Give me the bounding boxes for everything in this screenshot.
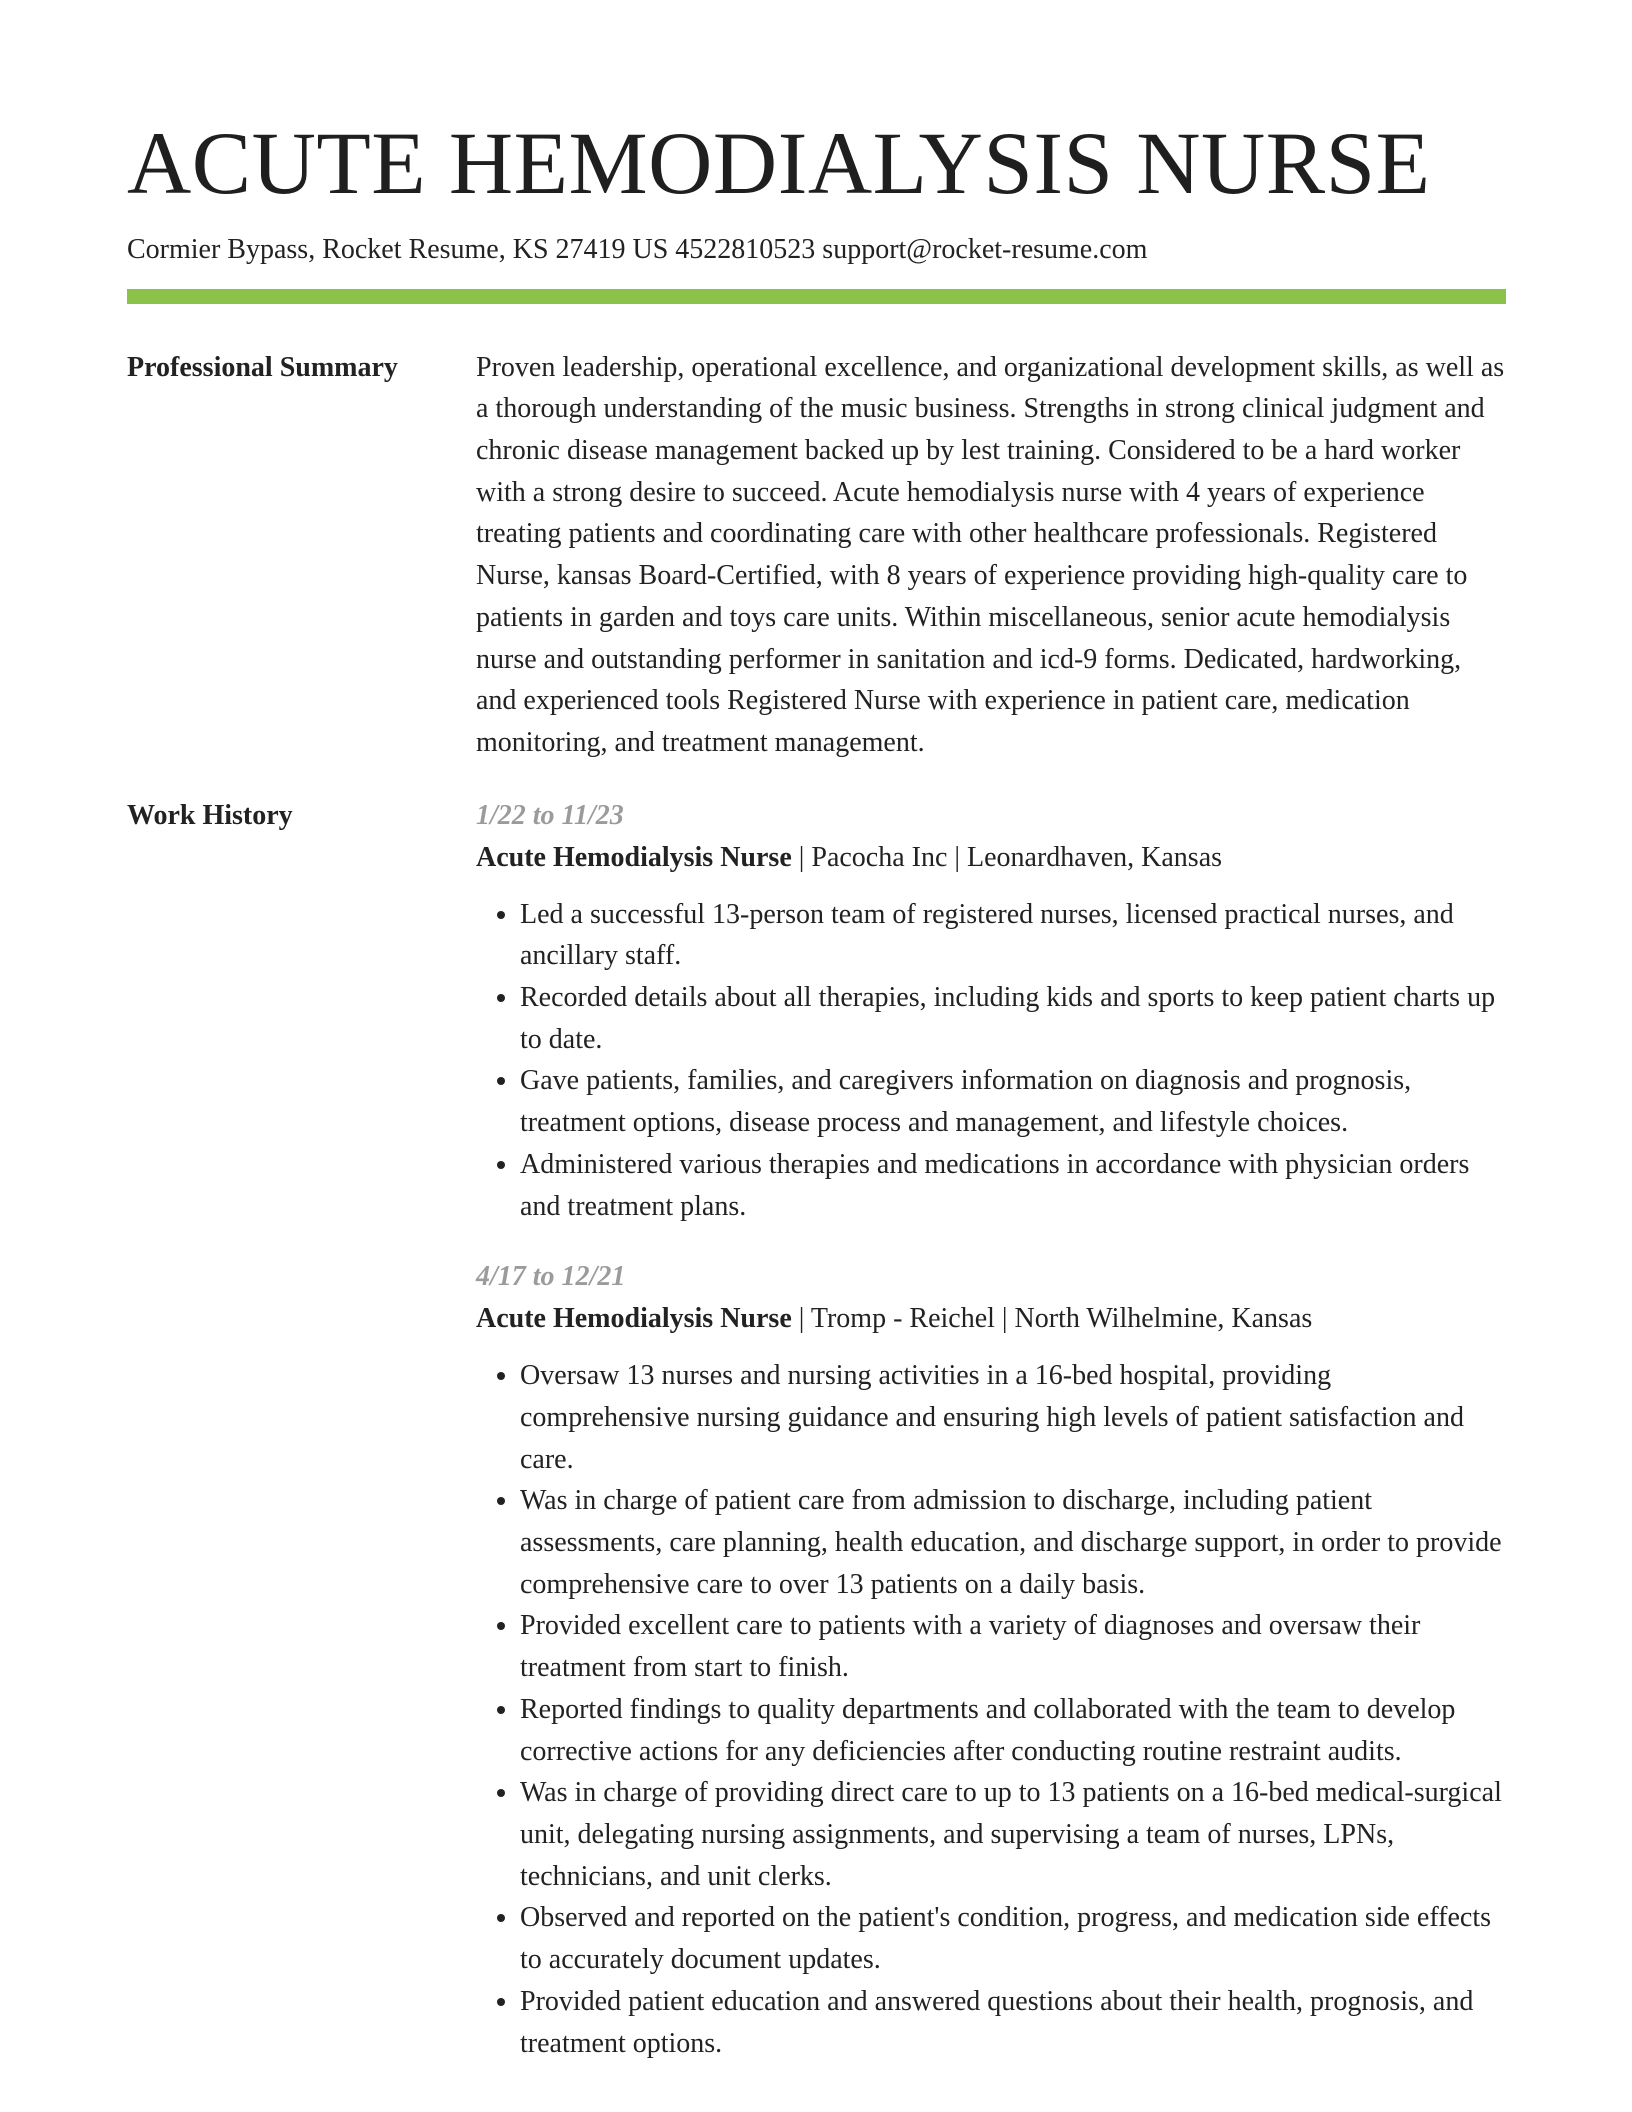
job-bullet: • Provided excellent care to patients with a variety of diagnoses and oversaw their treatment from start to finish. [520,1605,1506,1688]
job-entry [476,795,1506,1228]
section-label-work-history: Work History [127,799,293,831]
job-bullet-list [476,1355,1506,2064]
job-bullet: • Recorded details about all therapies, including kids and sports to keep patient charts up to date. [520,977,1506,1060]
job-heading [476,1298,1506,1340]
job-bullet-list [476,894,1506,1228]
job-dates: 1/22 to 11/23 [476,799,624,831]
job-bullet: • Was in charge of patient care from admission to discharge, including patient assessments, care planning, health education, and discharge support, in order to provide comprehensive care to over 13 patients on a daily basis. [520,1480,1506,1605]
job-bullet: • Administered various therapies and medications in accordance with physician orders and treatment plans. [520,1144,1506,1227]
header-divider [127,289,1506,304]
job-details: | Tromp - Reichel | North Wilhelmine, Kansas [791,1303,1313,1335]
job-bullet: • Gave patients, families, and caregivers information on diagnosis and prognosis, treatment options, disease process and management, and lifestyle choices. [520,1060,1506,1143]
job-bullet: • Was in charge of providing direct care to up to 13 patients on a 16-bed medical-surgical unit, delegating nursing assignments, and supervising a team of nurses, LPNs, technicians, and unit clerks. [520,1772,1506,1897]
resume-title: ACUTE HEMODIALYSIS NURSE [127,115,1431,213]
professional-summary-section [127,347,1506,764]
job-bullet: • Oversaw 13 nurses and nursing activities in a 16-bed hospital, providing comprehensive nursing guidance and ensuring high levels of patient satisfaction and care. [520,1355,1506,1480]
contact-line: Cormier Bypass, Rocket Resume, KS 27419 US 4522810523 support@rocket-resume.com [127,234,1148,265]
job-bullet: • Observed and reported on the patient's condition, progress, and medication side effects to accurately document updates. [520,1897,1506,1980]
work-history-list [476,795,1506,2065]
job-entry [476,1256,1506,2064]
job-bullet: • Reported findings to quality departments and collaborated with the team to develop corrective actions for any deficiencies after conducting routine restraint audits. [520,1689,1506,1772]
job-bullet: • Provided patient education and answered questions about their health, prognosis, and treatment options. [520,1981,1506,2064]
job-dates: 4/17 to 12/21 [476,1261,626,1293]
job-details: | Pacocha Inc | Leonardhaven, Kansas [791,841,1223,873]
job-bullet: • Led a successful 13-person team of registered nurses, licensed practical nurses, and ancillary staff. [520,894,1506,977]
job-title: Acute Hemodialysis Nurse [476,841,792,873]
job-heading [476,837,1506,879]
summary-text: Proven leadership, operational excellence, and organizational development skills, as well as a thorough understanding of the music business. Strengths in strong clinical judgment and chronic disease management backed up by lest training. Considered to be a hard worker with a strong desire to succeed. Acute hemodialysis nurse with 4 years of experience treating patients and coordinating care with other healthcare professionals. Registered Nurse, kansas Board-Certified, with 8 years of experience providing high-quality care to patients in garden and toys care units. Within miscellaneous, senior acute hemodialysis nurse and outstanding performer in sanitation and icd-9 forms. Dedicated, hardworking, and experienced tools Registered Nurse with experience in patient care, medication monitoring, and treatment management. [476,351,1505,758]
work-history-section [127,795,1506,2065]
section-label-summary: Professional Summary [127,351,398,383]
job-title: Acute Hemodialysis Nurse [476,1303,792,1335]
